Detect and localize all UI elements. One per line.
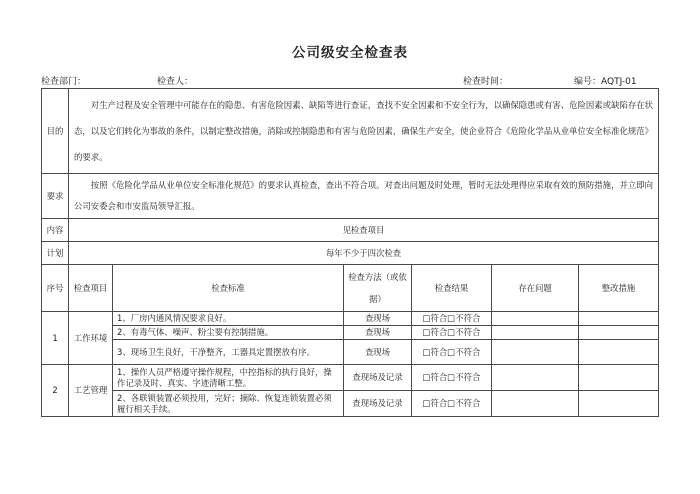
standard-cell: 1、厂房内通风情况要求良好。 [113,312,344,326]
requirement-row [42,174,659,219]
header-no: 序号 [42,265,69,312]
header-row [42,265,659,312]
header-fix: 整改措施 [579,265,659,312]
content-label: 内容 [42,219,69,242]
table-row [42,326,659,340]
header-result: 检查结果 [412,265,492,312]
issue-cell [492,391,579,417]
content-row [42,219,659,242]
table-row [42,365,659,391]
header-issue: 存在问题 [492,265,579,312]
standard-cell: 1、操作人员严格遵守操作规程，中控指标的执行良好，操作记录及时、真实、字迹清晰工整。 [113,365,344,391]
standard-cell: 2、各联锁装置必须投用，完好；摘除、恢复连锁装置必须履行相关手续。 [113,391,344,417]
content-value: 见检查项目 [69,219,659,242]
inspector-label: 检查人： [157,77,194,87]
result-cell: □符合□不符合 [412,391,492,417]
method-cell: 查现场 [344,312,412,326]
plan-label: 计划 [42,242,69,265]
method-cell: 查现场及记录 [344,391,412,417]
fix-cell [579,365,659,391]
header-standard: 检查标准 [113,265,344,312]
requirement-text: 按照《危险化学品从业单位安全标准化规范》的要求认真检查，查出不符合项。对查出问题及时处理，暂时无法处理得应采取有效的预防措施，并立即向公司安委会和市安监局领导汇报。 [69,174,659,219]
document-title: 公司级安全检查表 [292,45,408,61]
group-number: 1 [42,312,69,365]
purpose-row [42,89,659,174]
group-number: 2 [42,365,69,417]
requirement-label: 要求 [42,174,69,219]
method-cell: 查现场 [344,340,412,365]
table-row [42,340,659,365]
group-item: 工作环境 [69,312,113,365]
standard-cell: 3、现场卫生良好，干净整齐，工器具定置摆放有序。 [113,340,344,365]
group-item: 工艺管理 [69,365,113,417]
standard-cell: 2、有毒气体、噪声、粉尘要有控制措施。 [113,326,344,340]
fix-cell [579,340,659,365]
method-cell: 查现场及记录 [344,365,412,391]
fix-cell [579,312,659,326]
document-code: 编号：AQTJ-01 [574,77,637,87]
issue-cell [492,365,579,391]
header-method: 检查方法（或依据） [344,265,412,312]
result-cell: □符合□不符合 [412,340,492,365]
issue-cell [492,312,579,326]
inspection-time-label: 检查时间： [463,77,509,87]
result-cell: □符合□不符合 [412,365,492,391]
result-cell: □符合□不符合 [412,326,492,340]
plan-value: 每年不少于四次检查 [69,242,659,265]
fix-cell [579,326,659,340]
table-row [42,312,659,326]
issue-cell [492,340,579,365]
result-cell: □符合□不符合 [412,312,492,326]
method-cell: 查现场 [344,326,412,340]
purpose-text: 对生产过程及安全管理中可能存在的隐患、有害危险因素、缺陷等进行查证，查找不安全因素和不安全行为，以确保隐患或有害、危险因素或缺陷存在状态，以及它们转化为事故的条件，以制定整改措施，消除或控制隐患和有害与危险因素，确保生产安全，使企业符合《危险化学品从业单位安全标准化规范》的要求。 [69,89,659,174]
purpose-label: 目的 [42,89,69,174]
header-item: 检查项目 [69,265,113,312]
dept-label: 检查部门： [41,77,87,87]
fix-cell [579,391,659,417]
plan-row [42,242,659,265]
issue-cell [492,326,579,340]
inspection-table [41,88,659,417]
table-row [42,391,659,417]
